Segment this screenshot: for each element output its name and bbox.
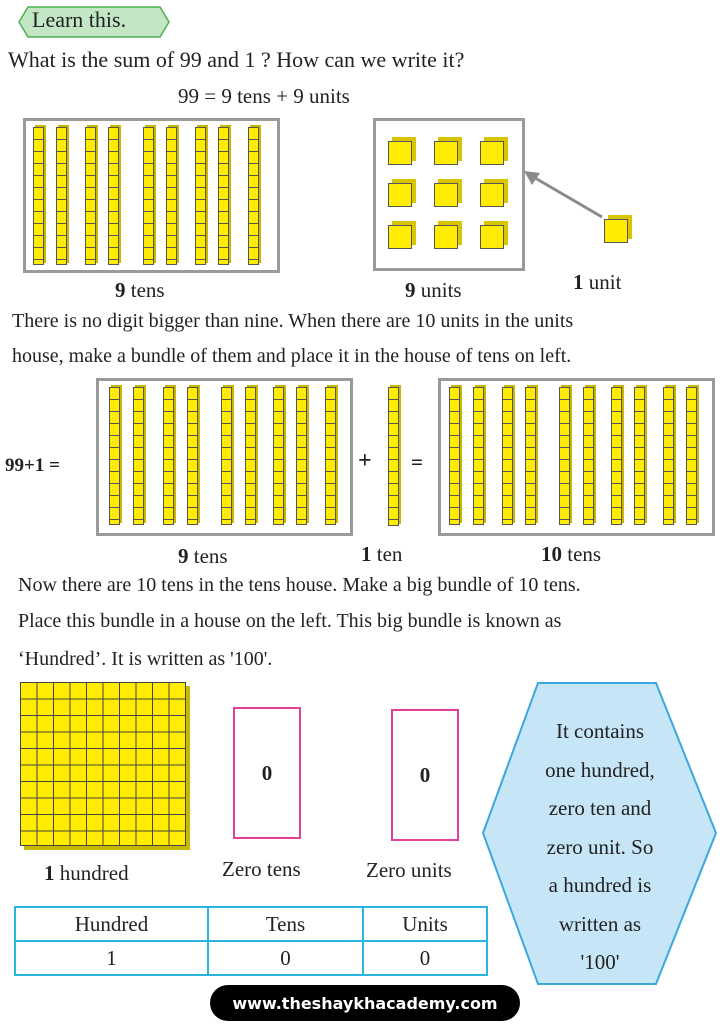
- unit-cube: [388, 183, 412, 207]
- hexagon-text: [500, 712, 700, 982]
- single-ten-rod: [388, 387, 399, 526]
- ten-rod: [473, 387, 484, 525]
- header-units: Units: [363, 907, 487, 941]
- table-row: [15, 941, 487, 975]
- nine-tens-label-2: 9 tens: [178, 544, 228, 568]
- ten-rod: [85, 127, 96, 265]
- ten-rod: [296, 387, 307, 525]
- equals-sign: =: [411, 450, 423, 474]
- ten-rod: [325, 387, 336, 525]
- one-ten-label: 1 ten: [361, 542, 403, 566]
- cell-units: 0: [363, 941, 487, 975]
- zero-units-box: 0: [391, 709, 459, 841]
- ten-rod: [663, 387, 674, 525]
- nine-tens-box-2: [96, 378, 353, 536]
- unit-cube: [480, 183, 504, 207]
- ten-rod: [248, 127, 259, 265]
- unit-cube: [480, 225, 504, 249]
- hex-line: a hundred is: [548, 873, 652, 897]
- unit-cube: [434, 183, 458, 207]
- header-tens: Tens: [208, 907, 363, 941]
- sum-lhs: 99+1 =: [5, 455, 60, 476]
- hex-line: one hundred,: [545, 757, 655, 782]
- one-unit-label: 1 unit: [573, 270, 622, 294]
- ten-rod: [33, 127, 44, 265]
- hex-line: zero unit. So: [546, 834, 654, 859]
- hundred-flat: [20, 682, 186, 846]
- ten-rod: [245, 387, 256, 525]
- ten-rod: [634, 387, 645, 525]
- nine-tens-label: 9 tens: [115, 278, 165, 302]
- ten-rod: [143, 127, 154, 265]
- ten-rod: [611, 387, 622, 525]
- nine-units-label: 9 units: [405, 278, 462, 302]
- hex-line: It contains: [555, 719, 645, 743]
- paragraph-2-line-1: Now there are 10 tens in the tens house. Make a big bundle of 10 tens.: [18, 574, 581, 596]
- ten-rod: [109, 387, 120, 525]
- hex-line: zero ten and: [548, 796, 652, 820]
- paragraph-2-line-2: Place this bundle in a house on the left. This big bundle is known as: [18, 610, 562, 632]
- ten-rod: [218, 127, 229, 265]
- ten-rod: [502, 387, 513, 525]
- hex-line: written as: [558, 911, 642, 936]
- website-link[interactable]: www.theshaykhacademy.com: [210, 985, 520, 1021]
- one-hundred-label: 1 hundred: [44, 861, 129, 885]
- banner-title: Learn this.: [32, 7, 127, 32]
- cell-hundred: 1: [15, 941, 208, 975]
- ten-rod: [583, 387, 594, 525]
- nine-units-box: [373, 118, 525, 271]
- zero-units-label: Zero units: [366, 858, 452, 882]
- ten-rod: [449, 387, 460, 525]
- hex-line: '100': [580, 950, 620, 974]
- ten-rod: [133, 387, 144, 525]
- unit-cube: [434, 141, 458, 165]
- unit-cube: [388, 225, 412, 249]
- ten-rod: [559, 387, 570, 525]
- cell-tens: 0: [208, 941, 363, 975]
- ten-rod: [686, 387, 697, 525]
- paragraph-2-line-3: ‘Hundred’. It is written as '100'.: [18, 648, 273, 670]
- ten-rod: [195, 127, 206, 265]
- ten-rod: [187, 387, 198, 525]
- unit-cube: [434, 225, 458, 249]
- unit-cube: [480, 141, 504, 165]
- paragraph-1-line-2: house, make a bundle of them and place it in the house of tens on left.: [12, 345, 572, 367]
- ten-rod: [273, 387, 284, 525]
- ten-rod: [56, 127, 67, 265]
- arrow-icon: [520, 165, 610, 225]
- zero-tens-label: Zero tens: [222, 857, 301, 881]
- ten-rod: [221, 387, 232, 525]
- table-header-row: [15, 907, 487, 941]
- ten-rod: [166, 127, 177, 265]
- ten-tens-box: [438, 378, 715, 536]
- question: What is the sum of 99 and 1 ? How can we write it?: [8, 47, 465, 72]
- paragraph-1-line-1: There is no digit bigger than nine. When there are 10 units in the units: [12, 310, 574, 332]
- ten-tens-label: 10 tens: [541, 542, 602, 566]
- header-hundred: Hundred: [15, 907, 208, 941]
- zero-tens-box: 0: [233, 707, 301, 839]
- ten-rod: [108, 127, 119, 265]
- ten-rod: [525, 387, 536, 525]
- plus-sign: +: [358, 448, 372, 474]
- place-value-table: [14, 906, 488, 976]
- nine-tens-box: [23, 118, 280, 273]
- equation: 99 = 9 tens + 9 units: [178, 84, 350, 108]
- unit-cube: [388, 141, 412, 165]
- ten-rod: [163, 387, 174, 525]
